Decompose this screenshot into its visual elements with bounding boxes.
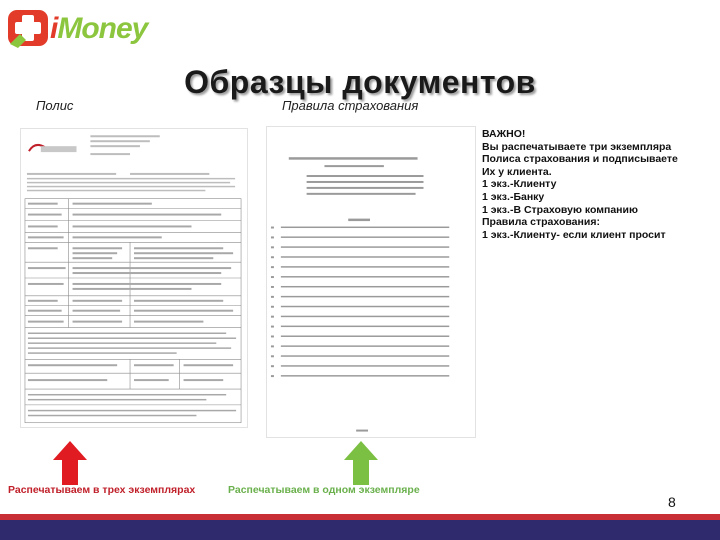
notes-line: ВАЖНО!: [482, 128, 526, 140]
label-polis: Полис: [36, 98, 74, 113]
caption-three-copies: Распечатываем в трех экземплярах: [8, 484, 196, 496]
label-rules: Правила страхования: [282, 98, 419, 113]
page-title: Образцы документов: [184, 64, 536, 100]
notes-line: 1 экз.-Клиенту- если клиент просит: [482, 228, 666, 241]
notes-block: [482, 128, 718, 241]
policy-document-thumbnail: [20, 128, 248, 428]
notes-line: Полиса страхования и подписываете: [482, 153, 678, 166]
notes-line: Правила страхования:: [482, 216, 600, 229]
notes-line: 1 экз.-В Страховую компанию: [482, 203, 638, 216]
rules-document-thumbnail: [266, 126, 476, 438]
notes-line: 1 экз.-Банку: [482, 190, 545, 203]
insurer-logo-icon: [29, 145, 77, 152]
medical-cross-icon: [8, 10, 48, 48]
brand-name: [50, 12, 147, 46]
brand-main: Money: [57, 12, 148, 45]
green-up-arrow-icon: [343, 440, 379, 486]
notes-line: Вы распечатываете три экземпляра: [482, 140, 672, 153]
brand-prefix: i: [50, 12, 58, 45]
notes-line: Их у клиента.: [482, 165, 552, 178]
red-up-arrow-icon: [52, 440, 88, 486]
page-number: 8: [668, 494, 676, 510]
notes-line: 1 экз.-Клиенту: [482, 178, 557, 191]
caption-one-copy: Распечатываем в одном экземпляре: [228, 484, 420, 496]
footer-navy-bar: [0, 520, 720, 540]
